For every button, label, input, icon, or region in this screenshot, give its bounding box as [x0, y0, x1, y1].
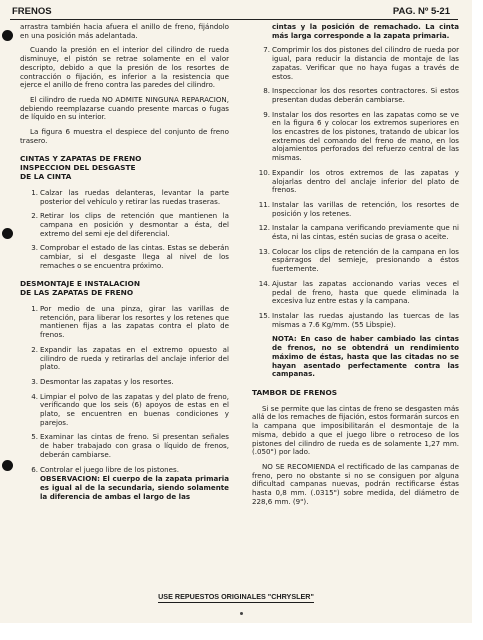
step-text: Instalar la campana verificando previamente que ni ésta, ni las cintas, estén sucias de grasa o aceite.: [272, 223, 459, 242]
list-item: [20, 466, 229, 475]
step-number: 12.: [258, 223, 270, 233]
inspection-steps: [20, 189, 229, 271]
heading-line: CINTAS Y ZAPATAS DE FRENO: [20, 154, 142, 164]
page-header: [12, 6, 450, 20]
list-item: [252, 169, 459, 195]
binder-hole: [2, 460, 13, 471]
list-item: [252, 201, 459, 218]
list-item: [20, 305, 229, 340]
footer-text: USE REPUESTOS ORIGINALES "CHRYSLER": [158, 592, 314, 601]
header-rule: [10, 19, 458, 20]
note: [252, 335, 459, 379]
paragraph: arrastra también hacia afuera el anillo de freno, fijándolo en una posición más adelantada.: [20, 22, 229, 40]
section-heading: [20, 155, 229, 181]
observation-note: [20, 475, 229, 501]
heading-line: DE LA CINTA: [20, 172, 72, 182]
step-text: Examinar las cintas de freno. Si presentan señales de haber trabajado con grasa o líquido de frenos, deberán cambiarse.: [40, 432, 229, 459]
heading-line: DESMONTAJE E INSTALACION: [20, 279, 141, 289]
heading-line: TAMBOR DE FRENOS: [252, 387, 338, 397]
section-heading: [252, 389, 459, 398]
list-item: [252, 87, 459, 104]
step-text: Expandir los otros extremos de las zapatas y alojarlas dentro del anclaje inferior del plato de frenos.: [272, 167, 459, 195]
left-column: [20, 23, 229, 501]
list-item: [252, 312, 459, 329]
step-number: 14.: [258, 278, 270, 288]
step-text: Limpiar el polvo de las zapatas y del plato de freno, verificando que los seis (6) apoyos de estas en el plato, se encuentren en buenas condiciones y parejos.: [40, 391, 229, 427]
step-number: 3.: [31, 243, 38, 253]
step-number: 13.: [258, 246, 270, 256]
step-text: Instalar los dos resortes en las zapatas como se ve en la figura 6 y colocar los extremos superiores en los encastres de los pistones, tratando de ubicar los extremos del comando del freno de mano, en los alojamientos perforados del refuerzo central de las mismas.: [272, 109, 459, 163]
list-item: [252, 248, 459, 274]
paragraph: El cilindro de rueda NO ADMITE NINGUNA REPARACION, debiendo reemplazarse cuando presente marcas o fugas de líquido en su interior.: [20, 94, 229, 122]
step-text: Expandir las zapatas en el extremo opuesto al cilindro de rueda y retirarlas del anclaje inferior del plato.: [40, 344, 229, 372]
step-text: Retirar los clips de retención que mantienen la campana en posición y desmontar a ésta, del extremo del semi eje del diferencial.: [40, 211, 229, 238]
binder-hole: [2, 30, 13, 41]
observation-text: El cuerpo de la zapata primaria es igual al de la secundaria, siendo solamente la diferencia de ambas el largo de las: [40, 474, 229, 501]
removal-steps: [20, 305, 229, 474]
step-text: Colocar los clips de retención de la campana en los espárragos del semieje, presionando a éstos fuertemente.: [272, 246, 459, 274]
step-text: Ajustar las zapatas accionando varias veces el pedal de freno, hasta que quede eliminada la excesiva luz entre estas y la campana.: [272, 278, 459, 306]
note-label: NOTA:: [272, 334, 297, 344]
step-text: Comprobar el estado de las cintas. Estas se deberán cambiar, si el desgaste llega al nivel de los remaches o se encuentra próximo.: [40, 243, 229, 270]
paragraph: NO SE RECOMIENDA el rectificado de las campanas de freno, pero no obstante si no se consiguen por alguna dificultad campanas nuevas, podrán rectificarse éstas hasta 0,8 mm. (.0315") sobre medida, del diámetro de 228,6 mm. (9").: [252, 461, 459, 506]
note-text: En caso de haber cambiado las cintas de frenos, no se obtendrá un rendimiento máximo de éstas, hasta que las citadas no se hayan asentado perfectamente contra las campanas.: [272, 334, 459, 379]
step-text: Por medio de una pinza, girar las varillas de retención, para liberar los resortes y los retenes que mantienen fijas a las zapatas contra el plato de frenos.: [40, 304, 229, 340]
step-number: 5.: [31, 432, 38, 442]
step-number: 1.: [31, 187, 38, 197]
list-item: [20, 378, 229, 387]
binder-hole: [2, 228, 13, 239]
step-number: 15.: [258, 310, 270, 320]
list-item: [20, 212, 229, 238]
step-text: Inspeccionar los dos resortes contractores. Si estos presentan dudas deberán cambiarse.: [272, 86, 459, 104]
page-footer: [0, 592, 472, 601]
specks: [240, 612, 243, 615]
continued-paragraph: cintas y la posición de remachado. La cinta más larga corresponde a la zapata primaria.: [272, 22, 459, 40]
step-number: 11.: [258, 199, 270, 209]
list-item: [20, 189, 229, 206]
paragraph: La figura 6 muestra el despiece del conjunto de freno trasero.: [20, 127, 229, 145]
step-number: 8.: [263, 86, 270, 96]
list-item: [252, 111, 459, 163]
section-name: FRENOS: [12, 6, 52, 17]
installation-steps: [252, 46, 459, 329]
list-item: [20, 393, 229, 428]
paragraph: Cuando la presión en el interior del cilindro de rueda disminuye, el pistón se retrae solamente en el valor descripto, debido a que la presión de los resortes de contracción o fijación, es inferior a la resistencia que ejerce el anillo de freno contra las paredes del cilindro.: [20, 45, 229, 90]
list-item: [252, 46, 459, 81]
observation-label: OBSERVACION:: [40, 474, 101, 484]
step-number: 10.: [258, 167, 270, 177]
list-item: [20, 244, 229, 270]
step-text: Instalar las ruedas ajustando las tuercas de las mismas a 7.6 Kg/mm. (55 Libspie).: [272, 310, 459, 329]
step-text: Instalar las varillas de retención, los resortes de posición y los retenes.: [272, 199, 459, 218]
step-text: Comprimir los dos pistones del cilindro de rueda por igual, para reducir la distancia de montaje de las zapatas. Verificar que no haya fugas a través de estos.: [272, 45, 459, 81]
paragraph: Si se permite que las cintas de freno se desgasten más allá de los remaches de fijación, estos formarán surcos en la campana que imposibilitarán el desmontaje de la misma, debido a que el juego libre o retroceso de los pistones del cilindro de rueda es de solamente 1,27 mm. (.050") por lado.: [252, 403, 459, 457]
step-number: 2.: [31, 344, 38, 354]
list-item: [252, 280, 459, 306]
heading-line: INSPECCION DEL DESGASTE: [20, 163, 136, 173]
step-number: 6.: [31, 464, 38, 474]
step-text: Desmontar las zapatas y los resortes.: [40, 376, 174, 386]
page-number: PAG. Nº 5-21: [392, 6, 450, 17]
heading-line: DE LAS ZAPATAS DE FRENO: [20, 288, 134, 298]
step-text: Calzar las ruedas delanteras, levantar la parte posterior del vehículo y retirar las ruedas traseras.: [40, 187, 229, 206]
list-item: [252, 224, 459, 241]
right-column: [252, 23, 459, 512]
step-text: Controlar el juego libre de los pistones.: [40, 464, 179, 474]
step-number: 2.: [31, 211, 38, 221]
step-number: 1.: [31, 304, 38, 314]
step-number: 4.: [31, 391, 38, 401]
step-number: 9.: [263, 109, 270, 119]
list-item: [20, 433, 229, 459]
step-number: 3.: [31, 376, 38, 386]
section-heading: [20, 280, 229, 298]
list-item: [20, 346, 229, 372]
step-number: 7.: [263, 45, 270, 55]
